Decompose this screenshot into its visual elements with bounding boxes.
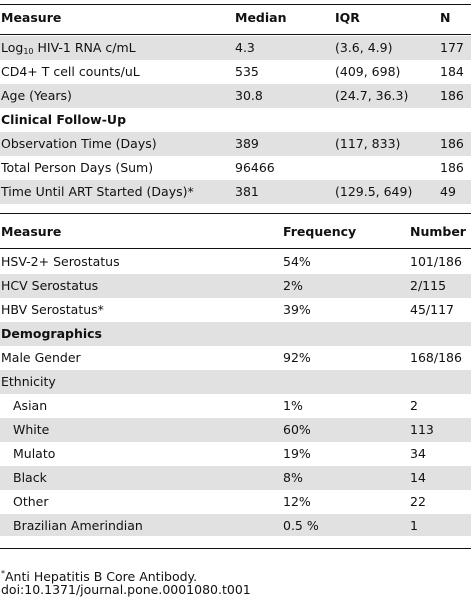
measure-cell: Ethnicity	[1, 374, 56, 389]
median-cell: 535	[235, 64, 259, 79]
measure-cell: Observation Time (Days)	[1, 136, 157, 151]
n-cell: 186	[440, 136, 464, 151]
footnote-text: Anti Hepatitis B Core Antibody.	[5, 569, 198, 584]
table-row	[0, 156, 471, 180]
frequency-cell: 19%	[283, 446, 311, 461]
frequency-cell: 39%	[283, 302, 311, 317]
measure-cell: Total Person Days (Sum)	[1, 160, 154, 175]
header-measure: Measure	[1, 224, 62, 239]
frequency-cell: 2%	[283, 278, 303, 293]
summary-table	[0, 6, 471, 204]
table-row	[0, 442, 471, 466]
n-cell: 186	[440, 160, 464, 175]
table-row	[0, 84, 471, 108]
table1-top-rule	[0, 4, 471, 5]
footnote-mark: *	[1, 569, 5, 578]
measure-cell: Log$_{10}$ HIV-1 RNA c/mL	[1, 40, 136, 56]
table-row	[0, 36, 471, 60]
table-row	[0, 180, 471, 204]
measure-cell: Age (Years)	[1, 88, 72, 103]
number-cell: 22	[410, 494, 426, 509]
median-cell: 381	[235, 184, 259, 199]
number-cell: 101/186	[410, 254, 462, 269]
n-cell: 177	[440, 40, 464, 55]
table-row	[0, 370, 471, 394]
number-cell: 1	[410, 518, 418, 533]
number-cell: 113	[410, 422, 434, 437]
iqr-cell: (117, 833)	[335, 136, 401, 151]
iqr-cell: (3.6, 4.9)	[335, 40, 393, 55]
number-cell: 34	[410, 446, 426, 461]
section-row	[0, 108, 471, 132]
n-cell: 184	[440, 64, 464, 79]
number-cell: 2/115	[410, 278, 447, 293]
measure-cell: Other	[13, 494, 49, 509]
number-cell: 45/117	[410, 302, 454, 317]
table-row	[0, 490, 471, 514]
median-cell: 96466	[235, 160, 275, 175]
table2-header-rule	[0, 248, 471, 249]
section-row	[0, 322, 471, 346]
number-cell: 2	[410, 398, 418, 413]
frequency-cell: 92%	[283, 350, 311, 365]
measure-cell: HBV Serostatus*	[1, 302, 104, 317]
number-cell: 14	[410, 470, 426, 485]
iqr-cell: (409, 698)	[335, 64, 401, 79]
frequency-cell: 0.5 %	[283, 518, 319, 533]
number-cell: 168/186	[410, 350, 462, 365]
n-cell: 49	[440, 184, 456, 199]
table-row	[0, 346, 471, 370]
table-row	[0, 394, 471, 418]
table-row	[0, 418, 471, 442]
frequency-cell: 60%	[283, 422, 311, 437]
iqr-cell: (24.7, 36.3)	[335, 88, 409, 103]
measure-cell: HCV Serostatus	[1, 278, 99, 293]
header-median: Median	[235, 10, 287, 25]
frequency-cell: 1%	[283, 398, 303, 413]
measure-cell: Black	[13, 470, 47, 485]
header-iqr: IQR	[335, 10, 360, 25]
table-row	[0, 466, 471, 490]
table-row	[0, 514, 471, 536]
doi-link[interactable]: doi:10.1371/journal.pone.0001080.t001	[1, 582, 251, 597]
frequency-cell: 54%	[283, 254, 311, 269]
section-label-clinical-follow-up: Clinical Follow-Up	[1, 112, 127, 127]
table2-top-rule	[0, 213, 471, 214]
measure-cell: HSV-2+ Serostatus	[1, 254, 120, 269]
header-frequency: Frequency	[283, 224, 357, 239]
table-row	[0, 274, 471, 298]
median-cell: 30.8	[235, 88, 263, 103]
frequency-cell: 8%	[283, 470, 303, 485]
table-row	[0, 60, 471, 84]
measure-cell: White	[13, 422, 50, 437]
measure-cell: CD4+ T cell counts/uL	[1, 64, 140, 79]
table-row	[0, 298, 471, 322]
table-row	[0, 132, 471, 156]
measure-cell: Time Until ART Started (Days)*	[1, 184, 194, 199]
median-cell: 4.3	[235, 40, 255, 55]
table-header-row	[0, 6, 471, 30]
measure-cell: Male Gender	[1, 350, 81, 365]
table-header-row	[0, 220, 471, 244]
table2-bottom-rule	[0, 548, 471, 549]
frequency-table	[0, 220, 471, 536]
header-measure: Measure	[1, 10, 62, 25]
section-label-demographics: Demographics	[1, 326, 102, 341]
table-row	[0, 250, 471, 274]
median-cell: 389	[235, 136, 259, 151]
frequency-cell: 12%	[283, 494, 311, 509]
n-cell: 186	[440, 88, 464, 103]
iqr-cell: (129.5, 649)	[335, 184, 413, 199]
header-n: N	[440, 10, 451, 25]
measure-cell: Mulato	[13, 446, 56, 461]
measure-cell: Brazilian Amerindian	[13, 518, 143, 533]
measure-cell: Asian	[13, 398, 48, 413]
table1-header-rule	[0, 34, 471, 35]
header-number: Number	[410, 224, 466, 239]
